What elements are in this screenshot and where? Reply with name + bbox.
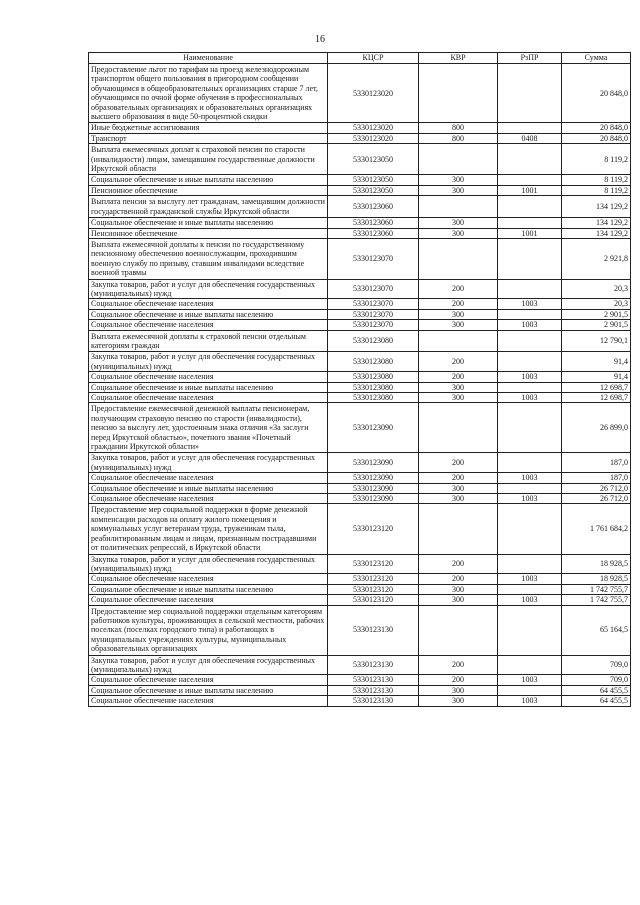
- cell-kvr: 800: [419, 123, 498, 133]
- table-row: [89, 196, 631, 218]
- cell-kvr: 300: [419, 494, 498, 504]
- table-row: [89, 123, 631, 133]
- cell-kvr: [419, 238, 498, 279]
- cell-sum: 91,4: [562, 352, 631, 372]
- table-row: [89, 279, 631, 299]
- cell-kvr: 800: [419, 133, 498, 143]
- cell-rzpr: 0408: [498, 133, 562, 143]
- cell-sum: 2 901,5: [562, 320, 631, 330]
- cell-sum: 12 698,7: [562, 393, 631, 403]
- cell-kvr: 300: [419, 185, 498, 195]
- cell-kvr: 200: [419, 279, 498, 299]
- cell-sum: 91,4: [562, 372, 631, 382]
- cell-sum: 65 164,5: [562, 605, 631, 655]
- cell-sum: 709,0: [562, 655, 631, 675]
- cell-sum: 26 712,0: [562, 494, 631, 504]
- cell-kvr: 200: [419, 352, 498, 372]
- header-kcsr: КЦСР: [328, 53, 419, 64]
- cell-sum: 187,0: [562, 453, 631, 473]
- cell-rzpr: 1001: [498, 185, 562, 195]
- cell-name: Социальное обеспечение населения: [89, 299, 328, 309]
- cell-sum: 709,0: [562, 675, 631, 685]
- cell-rzpr: [498, 504, 562, 554]
- cell-sum: 134 129,2: [562, 196, 631, 218]
- cell-sum: 20 848,0: [562, 133, 631, 143]
- table-row: [89, 554, 631, 574]
- cell-sum: 8 119,2: [562, 175, 631, 185]
- cell-kvr: 300: [419, 393, 498, 403]
- cell-rzpr: 1003: [498, 320, 562, 330]
- cell-rzpr: [498, 483, 562, 493]
- cell-kcsr: 5330123020: [328, 133, 419, 143]
- cell-name: Социальное обеспечение населения: [89, 675, 328, 685]
- cell-name: Выплата пенсии за выслугу лет гражданам, замещавшим должности государственной гражданской службы Иркутской области: [89, 196, 328, 218]
- cell-kvr: [419, 144, 498, 175]
- cell-kcsr: 5330123130: [328, 655, 419, 675]
- table-row: [89, 473, 631, 483]
- table-row: [89, 494, 631, 504]
- cell-kvr: 300: [419, 483, 498, 493]
- cell-rzpr: [498, 64, 562, 123]
- cell-rzpr: [498, 309, 562, 319]
- table-row: [89, 382, 631, 392]
- table-row: [89, 372, 631, 382]
- table-row: [89, 453, 631, 473]
- table-row: [89, 574, 631, 584]
- cell-rzpr: [498, 605, 562, 655]
- table-row: [89, 185, 631, 195]
- cell-kcsr: 5330123120: [328, 595, 419, 605]
- table-row: [89, 352, 631, 372]
- cell-kvr: 200: [419, 299, 498, 309]
- table-body: [89, 64, 631, 707]
- cell-kvr: [419, 64, 498, 123]
- cell-rzpr: [498, 279, 562, 299]
- cell-kvr: [419, 196, 498, 218]
- cell-name: Закупка товаров, работ и услуг для обеспечения государственных (муниципальных) нужд: [89, 352, 328, 372]
- cell-name: Социальное обеспечение и иные выплаты населению: [89, 685, 328, 695]
- cell-sum: 187,0: [562, 473, 631, 483]
- cell-rzpr: 1003: [498, 372, 562, 382]
- cell-kcsr: 5330123090: [328, 403, 419, 453]
- table-row: [89, 584, 631, 594]
- cell-name: Выплата ежемесячной доплаты к пенсии по государственному пенсионному обеспечению военнослужащим, проходившим военную службу по призыву, ставшим инвалидами вследствие военной травмы: [89, 238, 328, 279]
- cell-kcsr: 5330123080: [328, 330, 419, 352]
- cell-rzpr: 1003: [498, 595, 562, 605]
- table-row: [89, 595, 631, 605]
- table-row: [89, 238, 631, 279]
- cell-rzpr: 1003: [498, 574, 562, 584]
- cell-kvr: 200: [419, 675, 498, 685]
- cell-sum: 1 761 684,2: [562, 504, 631, 554]
- cell-rzpr: [498, 218, 562, 228]
- cell-kvr: 300: [419, 320, 498, 330]
- cell-sum: 134 129,2: [562, 218, 631, 228]
- cell-kvr: 300: [419, 382, 498, 392]
- cell-kcsr: 5330123060: [328, 218, 419, 228]
- cell-kvr: [419, 330, 498, 352]
- table-header: [89, 53, 631, 64]
- table-row: [89, 483, 631, 493]
- cell-kcsr: 5330123020: [328, 123, 419, 133]
- cell-rzpr: [498, 238, 562, 279]
- cell-kcsr: 5330123050: [328, 175, 419, 185]
- cell-kvr: 300: [419, 584, 498, 594]
- table-row: [89, 393, 631, 403]
- cell-rzpr: 1001: [498, 228, 562, 238]
- table-row: [89, 299, 631, 309]
- cell-name: Социальное обеспечение и иные выплаты населению: [89, 218, 328, 228]
- cell-name: Социальное обеспечение населения: [89, 494, 328, 504]
- cell-rzpr: [498, 144, 562, 175]
- cell-rzpr: 1003: [498, 393, 562, 403]
- cell-name: Социальное обеспечение и иные выплаты населению: [89, 175, 328, 185]
- cell-kcsr: 5330123070: [328, 320, 419, 330]
- cell-sum: 26 712,0: [562, 483, 631, 493]
- cell-kcsr: 5330123130: [328, 605, 419, 655]
- table-row: [89, 175, 631, 185]
- cell-name: Закупка товаров, работ и услуг для обеспечения государственных (муниципальных) нужд: [89, 554, 328, 574]
- header-rzpr: РзПР: [498, 53, 562, 64]
- cell-name: Выплата ежемесячной доплаты к страховой пенсии отдельным категориям граждан: [89, 330, 328, 352]
- cell-kvr: 300: [419, 309, 498, 319]
- cell-kcsr: 5330123090: [328, 473, 419, 483]
- cell-kcsr: 5330123090: [328, 494, 419, 504]
- cell-sum: 12 698,7: [562, 382, 631, 392]
- cell-sum: 20,3: [562, 279, 631, 299]
- cell-kcsr: 5330123120: [328, 554, 419, 574]
- cell-name: Пенсионное обеспечение: [89, 228, 328, 238]
- cell-rzpr: 1003: [498, 696, 562, 706]
- cell-sum: 18 928,5: [562, 574, 631, 584]
- cell-name: Социальное обеспечение населения: [89, 595, 328, 605]
- cell-name: Пенсионное обеспечение: [89, 185, 328, 195]
- cell-kcsr: 5330123130: [328, 675, 419, 685]
- cell-kvr: 300: [419, 685, 498, 695]
- cell-rzpr: [498, 123, 562, 133]
- cell-sum: 26 899,0: [562, 403, 631, 453]
- cell-kcsr: 5330123050: [328, 185, 419, 195]
- table-row: [89, 309, 631, 319]
- cell-kvr: 200: [419, 554, 498, 574]
- table-row: [89, 605, 631, 655]
- cell-sum: 20 848,0: [562, 123, 631, 133]
- cell-kvr: [419, 504, 498, 554]
- cell-kcsr: 5330123020: [328, 64, 419, 123]
- cell-sum: 64 455,5: [562, 685, 631, 695]
- cell-kcsr: 5330123050: [328, 144, 419, 175]
- page-number: 16: [315, 34, 325, 45]
- cell-kcsr: 5330123070: [328, 238, 419, 279]
- table-row: [89, 320, 631, 330]
- cell-kcsr: 5330123060: [328, 228, 419, 238]
- table-row: [89, 64, 631, 123]
- cell-kvr: [419, 605, 498, 655]
- cell-kcsr: 5330123120: [328, 574, 419, 584]
- cell-name: Социальное обеспечение населения: [89, 574, 328, 584]
- cell-name: Социальное обеспечение и иные выплаты населению: [89, 309, 328, 319]
- cell-kvr: [419, 403, 498, 453]
- cell-sum: 20,3: [562, 299, 631, 309]
- cell-rzpr: 1003: [498, 675, 562, 685]
- table-row: [89, 133, 631, 143]
- cell-sum: 134 129,2: [562, 228, 631, 238]
- cell-kcsr: 5330123060: [328, 196, 419, 218]
- cell-kcsr: 5330123080: [328, 352, 419, 372]
- cell-name: Выплата ежемесячных доплат к страховой пенсии по старости (инвалидности) лицам, замещавшим государственные должности Иркутской области: [89, 144, 328, 175]
- cell-rzpr: [498, 453, 562, 473]
- cell-name: Социальное обеспечение и иные выплаты населению: [89, 483, 328, 493]
- cell-rzpr: [498, 175, 562, 185]
- cell-sum: 20 848,0: [562, 64, 631, 123]
- cell-sum: 2 901,5: [562, 309, 631, 319]
- cell-kcsr: 5330123130: [328, 685, 419, 695]
- cell-rzpr: [498, 330, 562, 352]
- cell-kvr: 200: [419, 473, 498, 483]
- cell-kvr: 200: [419, 655, 498, 675]
- cell-rzpr: [498, 382, 562, 392]
- cell-rzpr: [498, 554, 562, 574]
- header-sum: Сумма: [562, 53, 631, 64]
- cell-rzpr: 1003: [498, 473, 562, 483]
- cell-sum: 8 119,2: [562, 144, 631, 175]
- cell-sum: 64 455,5: [562, 696, 631, 706]
- table-row: [89, 685, 631, 695]
- table-row: [89, 218, 631, 228]
- cell-kvr: 300: [419, 696, 498, 706]
- cell-kvr: 200: [419, 574, 498, 584]
- cell-sum: 8 119,2: [562, 185, 631, 195]
- cell-name: Закупка товаров, работ и услуг для обеспечения государственных (муниципальных) нужд: [89, 655, 328, 675]
- budget-table: [88, 52, 631, 707]
- cell-kcsr: 5330123080: [328, 393, 419, 403]
- cell-kcsr: 5330123130: [328, 696, 419, 706]
- cell-name: Социальное обеспечение населения: [89, 473, 328, 483]
- cell-name: Социальное обеспечение населения: [89, 696, 328, 706]
- cell-kcsr: 5330123090: [328, 453, 419, 473]
- cell-rzpr: [498, 196, 562, 218]
- cell-kcsr: 5330123080: [328, 382, 419, 392]
- table-row: [89, 675, 631, 685]
- cell-name: Предоставление льгот по тарифам на проезд железнодорожным транспортом общего пользования в пригородном сообщении обучающимся в общеобразовательных организациях старше 7 лет, обучающимся по очной форме обучения в профессиональных образовательных организациях и образовательных организациях высшего образования в виде 50-процентной скидки: [89, 64, 328, 123]
- cell-kvr: 300: [419, 175, 498, 185]
- table-row: [89, 504, 631, 554]
- cell-kvr: 300: [419, 228, 498, 238]
- cell-sum: 12 790,1: [562, 330, 631, 352]
- cell-name: Социальное обеспечение населения: [89, 393, 328, 403]
- cell-kcsr: 5330123070: [328, 279, 419, 299]
- cell-name: Социальное обеспечение и иные выплаты населению: [89, 382, 328, 392]
- cell-kvr: 300: [419, 218, 498, 228]
- table-row: [89, 330, 631, 352]
- cell-name: Социальное обеспечение и иные выплаты населению: [89, 584, 328, 594]
- cell-name: Социальное обеспечение населения: [89, 372, 328, 382]
- cell-kcsr: 5330123070: [328, 299, 419, 309]
- cell-kvr: 200: [419, 372, 498, 382]
- cell-kcsr: 5330123120: [328, 584, 419, 594]
- cell-sum: 2 921,8: [562, 238, 631, 279]
- cell-rzpr: 1003: [498, 299, 562, 309]
- cell-kvr: 200: [419, 453, 498, 473]
- cell-name: Закупка товаров, работ и услуг для обеспечения государственных (муниципальных) нужд: [89, 279, 328, 299]
- header-kvr: КВР: [419, 53, 498, 64]
- cell-name: Предоставление мер социальной поддержки отдельным категориям работников культуры, проживающих в сельской местности, рабочих поселках (поселках городского типа) и работающих в муниципальных учреждениях культуры, муниципальных образовательных организациях: [89, 605, 328, 655]
- cell-name: Иные бюджетные ассигнования: [89, 123, 328, 133]
- cell-kcsr: 5330123090: [328, 483, 419, 493]
- cell-rzpr: [498, 403, 562, 453]
- table-row: [89, 228, 631, 238]
- cell-rzpr: [498, 352, 562, 372]
- cell-name: Транспорт: [89, 133, 328, 143]
- cell-rzpr: [498, 685, 562, 695]
- cell-sum: 18 928,5: [562, 554, 631, 574]
- cell-sum: 1 742 755,7: [562, 595, 631, 605]
- cell-kvr: 300: [419, 595, 498, 605]
- cell-sum: 1 742 755,7: [562, 584, 631, 594]
- cell-rzpr: [498, 655, 562, 675]
- table-row: [89, 144, 631, 175]
- cell-kcsr: 5330123070: [328, 309, 419, 319]
- cell-rzpr: 1003: [498, 494, 562, 504]
- table-row: [89, 696, 631, 706]
- cell-kcsr: 5330123120: [328, 504, 419, 554]
- cell-kcsr: 5330123080: [328, 372, 419, 382]
- cell-name: Закупка товаров, работ и услуг для обеспечения государственных (муниципальных) нужд: [89, 453, 328, 473]
- header-name: Наименование: [89, 53, 328, 64]
- table-row: [89, 403, 631, 453]
- cell-name: Предоставление ежемесячной денежной выплаты пенсионерам, получающим страховую пенсию по старости (инвалидности), пенсию за выслугу лет, удостоенным знака отличия «За заслуги перед Иркутской областью», почетного звания «Почетный гражданин Иркутской области»: [89, 403, 328, 453]
- table-row: [89, 655, 631, 675]
- cell-rzpr: [498, 584, 562, 594]
- cell-name: Предоставление мер социальной поддержки в форме денежной компенсации расходов на оплату жилого помещения и коммунальных услуг ветеранам труда, труженикам тыла, реабилитированным лицам и лицам, признанным пострадавшими от политических репрессий, в Иркутской области: [89, 504, 328, 554]
- cell-name: Социальное обеспечение населения: [89, 320, 328, 330]
